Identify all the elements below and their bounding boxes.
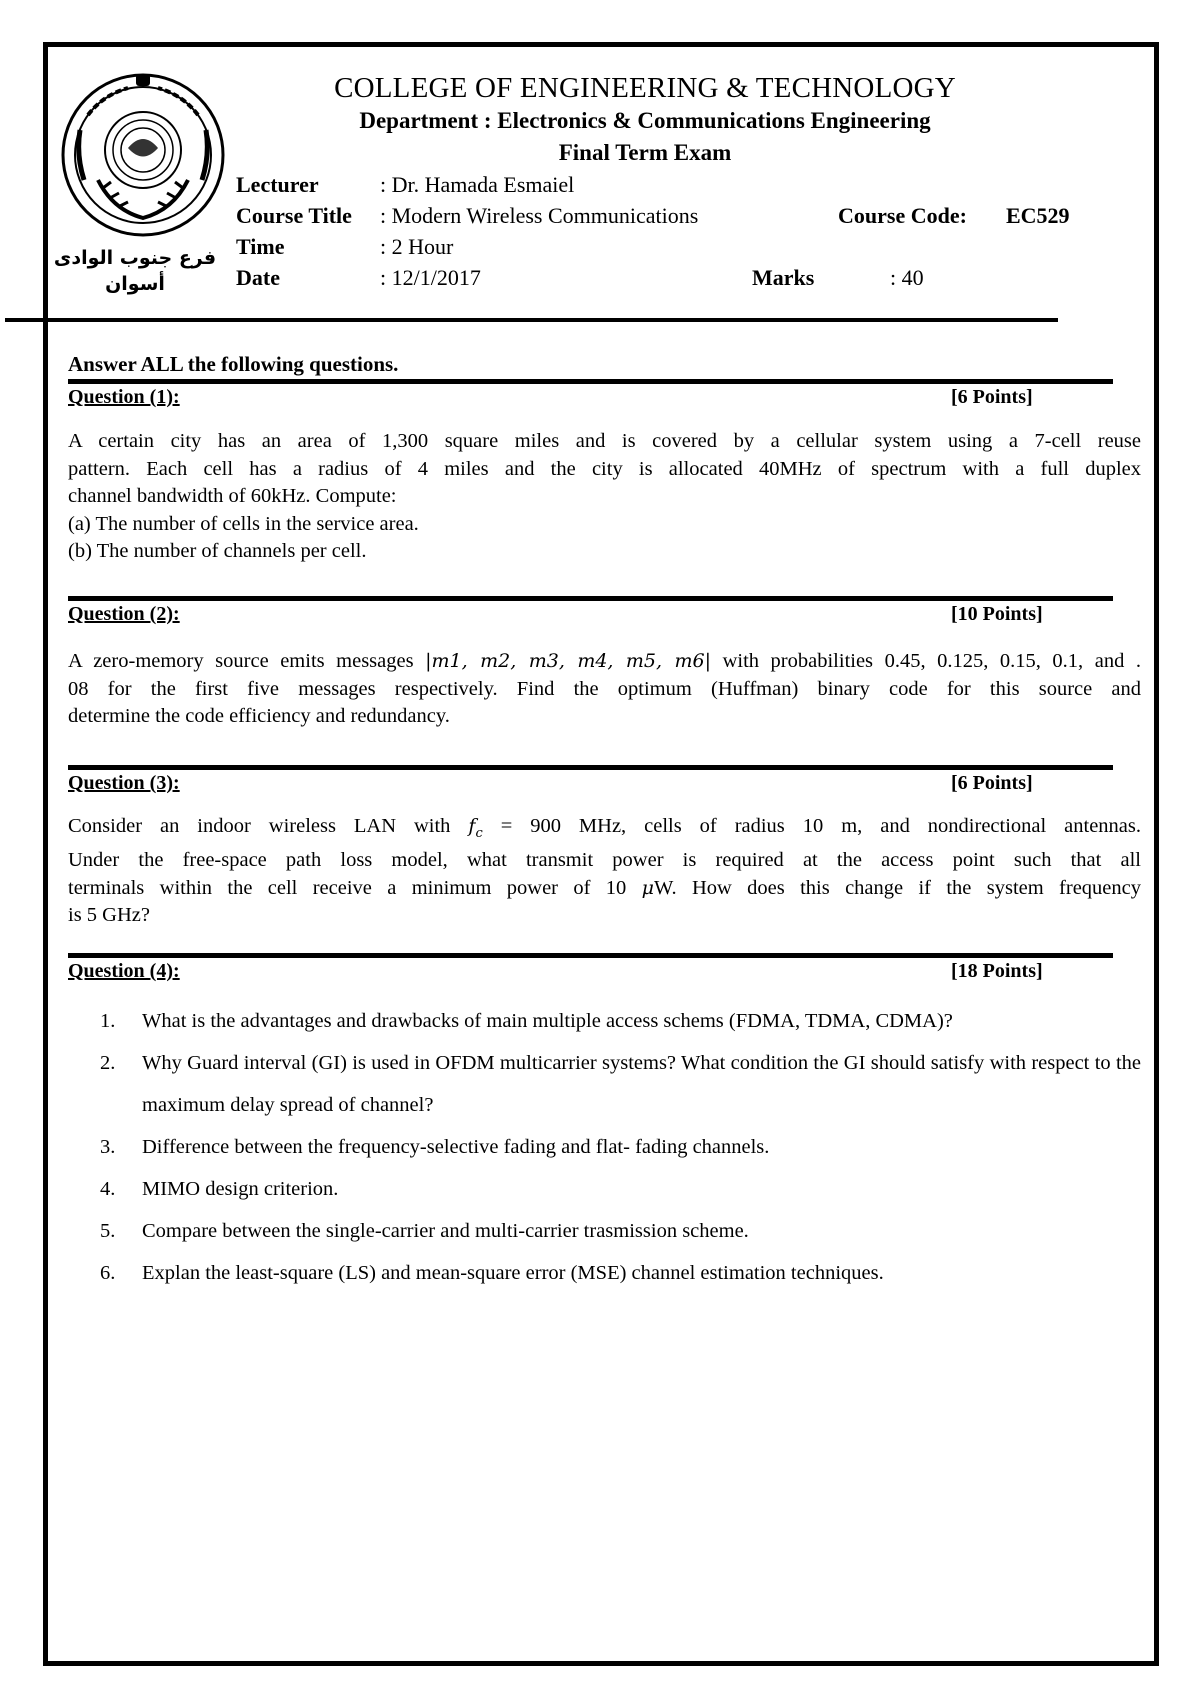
fc-subscript: c <box>475 825 483 841</box>
question-1-part-b: (b) The number of channels per cell. <box>68 540 367 562</box>
question-1-text <box>68 428 1141 566</box>
course-code-label: Course Code: <box>838 203 967 228</box>
arabic-branch-name <box>50 245 220 297</box>
mu-symbol: μ <box>641 876 655 899</box>
question-1-line: A certain city has an area of 1,300 square miles and is covered by a cellular system using a 7-cell reuse <box>68 430 1141 452</box>
list-item <box>100 1252 1141 1294</box>
question-3-line: Under the free-space path loss model, what transmit power is required at the access point such that all <box>68 849 1141 872</box>
arabic-branch-line1: فرع جنوب الوادى <box>53 247 217 269</box>
fc-symbol: f <box>468 815 476 837</box>
time-value: : 2 Hour <box>380 234 454 259</box>
question-1-rule <box>68 379 1113 384</box>
question-3-line: is 5 GHz? <box>68 904 150 927</box>
question-4-points: [18 Points] <box>951 960 1043 982</box>
question-3-line3-start: terminals within the cell receive a minimum power of 10 <box>68 876 642 899</box>
question-2-line1-end: with probabilities 0.45, 0.125, 0.15, 0.1, and . <box>711 650 1141 672</box>
question-2-line <box>68 648 1141 676</box>
instructions: Answer ALL the following questions. <box>68 352 399 376</box>
message-set-formula: |m1, m2, m3, m4, m5, m6| <box>425 650 712 672</box>
question-2-line: 08 for the first five messages respectively. Find the optimum (Huffman) binary code for this source and <box>68 677 1141 700</box>
list-item <box>100 1210 1141 1252</box>
question-2-text <box>68 648 1141 731</box>
list-item <box>100 1168 1141 1210</box>
question-2-title: Question (2): <box>68 603 180 625</box>
question-3-rule <box>68 765 1113 770</box>
question-1-title: Question (1): <box>68 386 180 408</box>
item-number: 1. <box>100 1010 116 1032</box>
item-text: Compare between the single-carrier and multi-carrier trasmission scheme. <box>142 1220 749 1242</box>
item-text: Difference between the frequency-selective fading and flat- fading channels. <box>142 1136 770 1158</box>
item-number: 4. <box>100 1178 116 1200</box>
exam-title: Final Term Exam <box>558 140 732 165</box>
university-seal-logo <box>58 70 228 240</box>
question-3-text <box>68 813 1141 930</box>
item-number: 5. <box>100 1220 116 1242</box>
question-4-rule <box>68 953 1113 958</box>
message-set: m1, m2, m3, m4, m5, m6 <box>431 650 705 672</box>
question-3-line <box>68 875 1141 903</box>
marks-value: : 40 <box>890 265 924 290</box>
question-3-points: [6 Points] <box>951 772 1033 794</box>
list-item <box>100 1126 1141 1168</box>
item-number: 6. <box>100 1262 116 1284</box>
time-label: Time <box>236 234 285 259</box>
question-3-title: Question (3): <box>68 772 180 794</box>
arabic-branch-line2: أسوان <box>105 273 165 295</box>
question-1-points: [6 Points] <box>951 386 1033 408</box>
item-text: Why Guard interval (GI) is used in OFDM multicarrier systems? What condition the GI should satisfy with respect to the maximum delay spread of channel? <box>142 1052 1141 1116</box>
question-3-line1-end: = 900 MHz, cells of radius 10 m, and nondirectional antennas. <box>482 815 1141 837</box>
list-item <box>100 1042 1141 1126</box>
question-4-title: Question (4): <box>68 960 180 982</box>
course-title-label: Course Title <box>236 203 352 228</box>
lecturer-label: Lecturer <box>236 172 319 197</box>
question-1-line: channel bandwidth of 60kHz. Compute: <box>68 485 397 507</box>
item-text: Explan the least-square (LS) and mean-square error (MSE) channel estimation techniques. <box>142 1262 884 1284</box>
course-code-value: EC529 <box>1006 203 1070 228</box>
department-title: Department : Electronics & Communications Engineering <box>359 108 931 133</box>
header-divider <box>5 318 1058 322</box>
college-title: COLLEGE OF ENGINEERING & TECHNOLOGY <box>334 72 956 104</box>
list-item <box>100 1000 1141 1042</box>
question-3-line1-start: Consider an indoor wireless LAN with <box>68 815 469 837</box>
carrier-frequency-symbol <box>468 815 483 841</box>
marks-label: Marks <box>752 265 815 290</box>
question-2-rule <box>68 596 1113 601</box>
date-value: : 12/1/2017 <box>380 265 481 290</box>
question-2-line1-start: A zero-memory source emits messages <box>68 650 426 672</box>
item-number: 3. <box>100 1136 116 1158</box>
lecturer-value: : Dr. Hamada Esmaiel <box>380 172 575 197</box>
question-3-line <box>68 813 1141 847</box>
question-4-list <box>100 1000 1141 1294</box>
item-text: What is the advantages and drawbacks of main multiple access schems (FDMA, TDMA, CDMA)? <box>142 1010 953 1032</box>
question-2-points: [10 Points] <box>951 603 1043 625</box>
date-label: Date <box>236 265 280 290</box>
item-text: MIMO design criterion. <box>142 1178 339 1200</box>
question-1-line: pattern. Each cell has a radius of 4 miles and the city is allocated 40MHz of spectrum with a full duplex <box>68 457 1141 480</box>
item-number: 2. <box>100 1052 116 1074</box>
question-1-part-a: (a) The number of cells in the service area. <box>68 512 419 535</box>
question-3-line3-end: W. How does this change if the system frequency <box>654 876 1141 899</box>
course-title-value: : Modern Wireless Communications <box>380 203 699 228</box>
question-2-line: determine the code efficiency and redundancy. <box>68 705 450 727</box>
